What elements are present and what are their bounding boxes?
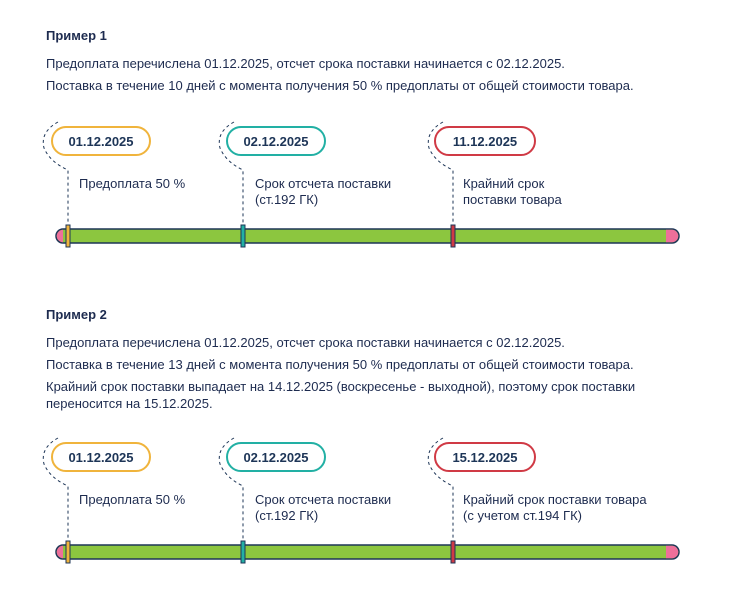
example-2-text-line-1: Предоплата перечислена 01.12.2025, отсчет срока поставки начинается с 02.12.2025. [46,335,565,350]
example-1-date-start-pill: 01.12.2025 [51,126,151,156]
example-2-text-line-2: Поставка в течение 13 дней с момента получения 50 % предоплаты от общей стоимости товара. [46,357,634,372]
example-1-label-prepayment: Предоплата 50 % [79,176,186,191]
example-2-date-count-pill: 02.12.2025 [226,442,326,472]
example-2-text-line-3: Крайний срок поставки выпадает на 14.12.2025 (воскресенье - выходной), поэтому срок поставки переносится на 15.12.2025. [46,379,636,411]
example-1-bar-end-cap [666,230,678,243]
example-1-tick-2 [241,225,245,247]
example-2-timeline-bar [56,545,679,559]
example-1-title: Пример 1 [46,28,107,43]
example-2-tick-2 [241,541,245,563]
example-2-bar-end-cap [666,546,678,559]
example-2-date-deadline-pill: 15.12.2025 [434,442,536,472]
example-2-label-deadline-line-1: Крайний срок поставки товара [463,492,647,507]
example-1-date-count-pill: 02.12.2025 [226,126,326,156]
example-2-label-count-line-1: Срок отсчета поставки [255,492,392,507]
example-1-date-deadline-pill: 11.12.2025 [434,126,536,156]
example-2-label-deadline-line-2: (с учетом ст.194 ГК) [463,508,582,523]
example-1-label-count-line-2: (ст.192 ГК) [255,192,319,207]
example-1-label-deadline-line-2: поставки товара [463,192,562,207]
example-1-timeline-bar [56,229,679,243]
example-1-label-deadline-line-1: Крайний срок [463,176,545,191]
example-2-title: Пример 2 [46,307,107,322]
example-1-tick-1 [66,225,70,247]
example-2-tick-3 [451,541,455,563]
example-1-tick-3 [451,225,455,247]
example-2-label-prepayment: Предоплата 50 % [79,492,186,507]
example-1-label-count-line-1: Срок отсчета поставки [255,176,392,191]
example-2-date-start-pill: 01.12.2025 [51,442,151,472]
example-1-text-line-2: Поставка в течение 10 дней с момента получения 50 % предоплаты от общей стоимости товара. [46,78,634,93]
example-1-text-line-1: Предоплата перечислена 01.12.2025, отсчет срока поставки начинается с 02.12.2025. [46,56,565,71]
example-2-label-count-line-2: (ст.192 ГК) [255,508,319,523]
example-2-tick-1 [66,541,70,563]
